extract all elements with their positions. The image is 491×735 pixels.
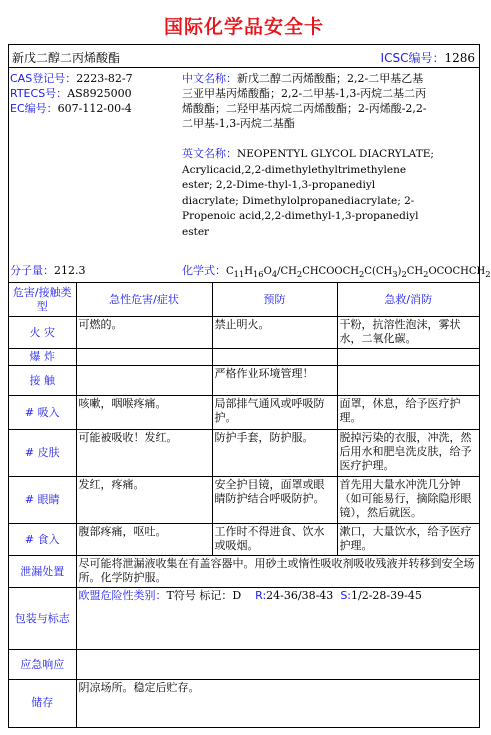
cas-label: CAS登记号： [10,72,77,85]
en-name-line: diacrylate; Dimethylolpropanediacrylate; 2- [182,194,415,207]
mw-value: 212.3 [54,264,86,277]
cell-storage-text: 阴凉场所。稳定后贮存。 [76,680,479,727]
table-row [9,650,479,680]
identifier-list [10,71,178,116]
icsc-value: 1286 [444,51,475,65]
cell-spill-text: 尽可能将泄漏液收集在有盖容器中。用砂土或惰性吸收剂吸收残液并转移到安全场所。化学防护服。 [76,556,479,588]
safety-card [8,44,491,728]
cell-emergency-text [76,650,479,680]
header-hazard-type: 危害/接触类型 [9,283,76,317]
cell-packaging [76,588,479,650]
mw-label: 分子量： [10,264,54,277]
en-name-line: ester; 2,2-Dime-thyl-1,3-propanediyl [182,179,376,191]
cell-symptoms: 可能被吸收！发红。 [76,430,212,477]
table-row [9,556,479,588]
table-row [9,588,479,650]
table-row [9,349,479,366]
divider [9,67,479,68]
row-label-spill: 泄漏处置 [9,556,76,588]
row-label-ingestion: # 食入 [9,524,76,556]
en-names-label: 英文名称： [182,147,237,160]
header-prevention: 预防 [212,283,337,317]
row-label-eyes: # 眼睛 [9,477,76,524]
row-label-skin: # 皮肤 [9,430,76,477]
cell-first-aid: 干粉，抗溶性泡沫，雾状水，二氧化碳。 [337,317,479,349]
en-name-line: Acrylicacid,2,2-dimethylethyltrimethylene [182,163,407,176]
rtecs-label: RTECS号： [10,87,68,100]
eu-class-label: 欧盟危险性类别： [78,589,167,602]
cell-prevention: 局部排气通风或呼吸防护。 [212,396,337,430]
cell-symptoms: 咳嗽，咽喉疼痛。 [76,396,212,430]
cell-prevention: 严格作业环境管理！ [212,366,337,396]
row-label-explosion: 爆 炸 [9,349,76,366]
cell-prevention: 防护手套，防护服。 [212,430,337,477]
chemical-formula [182,263,491,282]
table-row [9,477,479,524]
cell-first-aid [337,349,479,366]
cn-name-line: 新戊二醇二丙烯酸酯；2,2-二甲基乙基 [237,72,424,85]
eu-class-text: T符号 标记：D [166,589,242,602]
cell-prevention: 安全护目镜，面罩或眼睛防护结合呼吸防护。 [212,477,337,524]
r-phrase-value: 24-36/38-43 [266,589,334,602]
chemical-name: 新戊二醇二丙烯酸酯 [12,51,121,65]
rtecs-row [10,86,178,101]
cell-symptoms: 发红，疼痛。 [76,477,212,524]
cell-symptoms: 腹部疼痛，呕吐。 [76,524,212,556]
cell-prevention: 工作时不得进食、饮水或吸烟。 [212,524,337,556]
chinese-names [182,71,476,131]
cell-first-aid [337,366,479,396]
s-phrase-label: S: [340,589,352,602]
row-label-exposure: 接 触 [9,366,76,396]
row-label-packaging: 包装与标志 [9,588,76,650]
table-row [9,317,479,349]
page-title: 国际化学品安全卡 [163,16,324,38]
en-name-line: Propenoic acid,2,2-dimethyl-1,3-propanediyl [182,210,419,222]
cn-name-line: 二甲基-1,3-丙烷二基酯 [182,117,295,130]
header-symptoms: 急性危害/症状 [76,283,212,317]
cas-row [10,71,178,86]
en-name-line: NEOPENTYL GLYCOL DIACRYLATE; [237,148,434,160]
table-row [9,524,479,556]
molecular-weight [10,263,86,278]
cell-first-aid: 面罩，休息，给予医疗护理。 [337,396,479,430]
row-label-storage: 储存 [9,680,76,727]
cell-prevention [212,349,337,366]
table-header-row [9,283,479,317]
table-row [9,396,479,430]
hazard-table [9,282,479,727]
cn-name-line: 烯酸酯；二羟甲基丙烷二丙烯酸酯；2-丙烯酸-2,2- [182,102,427,115]
icsc-number [381,49,475,66]
r-phrase-label: R: [255,589,267,602]
table-row [9,680,479,727]
s-phrase-value: 1/2-28-39-45 [351,589,422,602]
formula-label: 化学式： [182,264,226,277]
row-label-fire: 火 灾 [9,317,76,349]
rtecs-value: AS8925000 [67,87,132,100]
english-names [182,146,478,240]
cell-prevention: 禁止明火。 [212,317,337,349]
cas-value: 2223-82-7 [76,72,133,85]
row-label-inhalation: # 吸入 [9,396,76,430]
cn-name-line: 三亚甲基丙烯酸酯；2,2-二甲基-1,3-丙烷二基二丙 [182,87,427,100]
cell-first-aid: 首先用大量水冲洗几分钟（如可能易行，摘除隐形眼镜），然后就医。 [337,477,479,524]
cell-symptoms [76,366,212,396]
cell-symptoms: 可燃的。 [76,317,212,349]
table-row [9,430,479,477]
icsc-label: ICSC编号： [380,51,445,65]
header-first-aid: 急救/消防 [337,283,479,317]
cell-first-aid: 脱掉污染的衣服，冲洗，然后用水和肥皂洗皮肤，给予医疗护理。 [337,430,479,477]
ec-row [10,101,178,116]
en-name-line: ester [182,225,210,238]
row-label-emergency: 应急响应 [9,650,76,680]
ec-label: EC编号： [10,102,58,115]
formula-value: $C_{11}H_{16}O_4/CH_2CHCOOCH_2C(CH_3)_2CH_2OCOCHCH_2$ [226,266,491,279]
cn-names-label: 中文名称： [182,72,237,85]
ec-value: 607-112-00-4 [57,102,132,115]
table-row [9,366,479,396]
cell-first-aid: 漱口，大量饮水，给予医疗护理。 [337,524,479,556]
cell-symptoms [76,349,212,366]
